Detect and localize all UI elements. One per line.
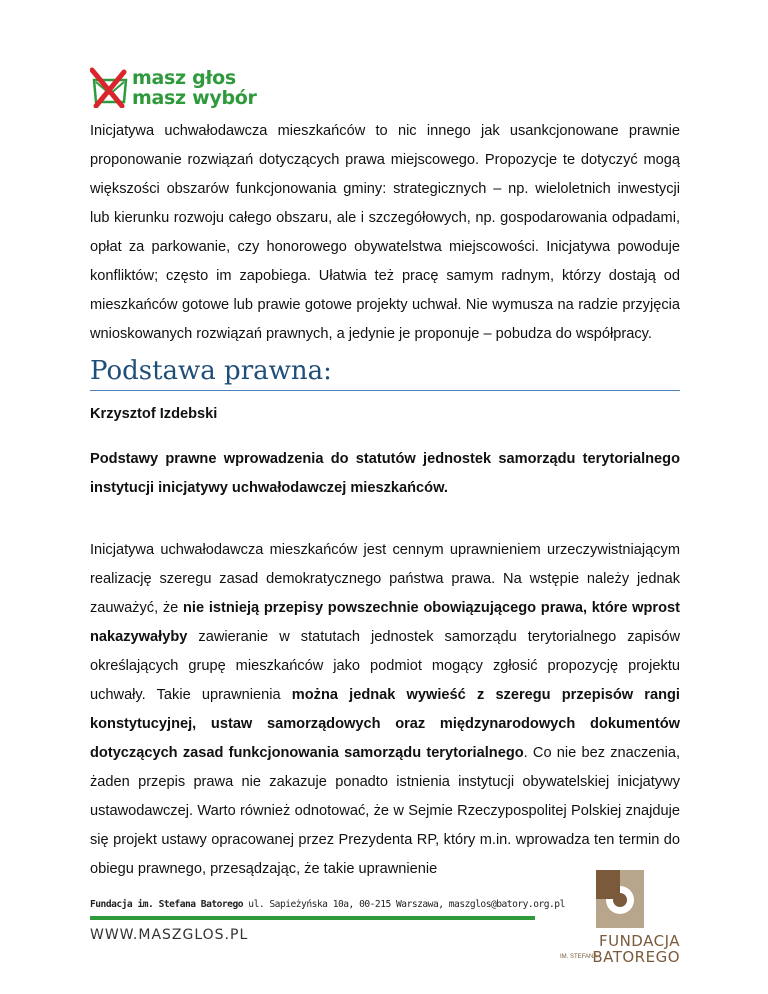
footer-org: Fundacja im. Stefana Batorego: [90, 899, 244, 910]
text-part-3: . Co nie bez znaczenia, żaden przepis prawa nie zakazuje ponadto istnienia instytucji obywatelskiej inicjatywy ustawodawczej. Warto również odnotować, że w Sejmie Rzeczypospolitej Polskiej znajduje się projekt ustawy opracowanej przez Prezydenta RP, który m.in. wprowadza ten termin do obiegu prawnego, przesądzając, że takie uprawnienie: [90, 745, 680, 877]
main-paragraph: [90, 536, 680, 884]
author-name: Krzysztof Izdebski: [90, 406, 218, 422]
intro-paragraph: [90, 117, 680, 349]
batory-line2: BATOREGO: [592, 948, 680, 966]
text-part-2: zawieranie w statutach jednostek samorządu terytorialnego zapisów określających grupę mieszkańców jako podmiot mogący zgłosić propozycję projektu uchwały. Takie uprawnienia: [90, 629, 680, 703]
section-heading: Podstawa prawna:: [90, 356, 332, 386]
bold-part-1: nie istnieją przepisy powszechnie obowiązującego prawa, które wprost nakazywałyby: [90, 600, 680, 645]
footer-address: [90, 899, 565, 910]
masz-glos-logo: [90, 66, 270, 112]
heading-rule: [90, 390, 680, 391]
main-text: [90, 536, 680, 884]
footer-bar: [90, 916, 535, 920]
batory-line1: FUNDACJA: [598, 932, 680, 950]
subtitle-paragraph: Podstawy prawne wprowadzenia do statutów jednostek samorządu terytorialnego instytucji inicjatywy uchwałodawczej mieszkańców.: [90, 451, 680, 496]
bold-part-2: można jednak wywieść z szeregu przepisów rangi konstytucyjnej, ustaw samorządowych oraz międzynarodowych dokumentów dotyczących zasad funkcjonowania samorządu terytorialnego: [90, 687, 680, 761]
batory-small-text: IM. STEFANA: [560, 954, 598, 960]
batory-logo: [560, 870, 680, 980]
logo-line1: masz głos: [132, 67, 236, 89]
text-part-1: Inicjatywa uchwałodawcza mieszkańców jest cennym uprawnieniem urzeczywistniającym realizację szeregu zasad demokratycznego państwa prawa. Na wstępie należy jednak zauważyć, że: [90, 542, 680, 616]
ballot-x-icon: [90, 66, 130, 108]
intro-text: Inicjatywa uchwałodawcza mieszkańców to nic innego jak usankcjonowane prawnie proponowanie rozwiązań dotyczących prawa miejscowego. Propozycje te dotyczyć mogą większości obszarów funkcjonowania gminy: strategicznych – np. wieloletnich inwestycji lub kierunku rozwoju całego obszaru, ale i szczegółowych, np. gospodarowania odpadami, opłat za parkowanie, czy honorowego obywatelstwa miejscowości. Inicjatywa powoduje konfliktów; często im zapobiega. Ułatwia też pracę samym radnym, którzy dostają od mieszkańców gotowe lub prawie gotowe projekty uchwał. Nie wymusza na radzie przyjęcia wnioskowanych rozwiązań prawnych, a jedynie je proponuje – pobudza do współpracy.: [90, 123, 680, 342]
footer-address-text[interactable]: ul. Sapieżyńska 10a, 00-215 Warszawa, maszglos@batory.org.pl: [243, 899, 565, 910]
footer-url[interactable]: WWW.MASZGLOS.PL: [90, 927, 249, 943]
logo-line2: masz wybór: [132, 87, 257, 109]
batory-mark-icon: [596, 870, 644, 928]
